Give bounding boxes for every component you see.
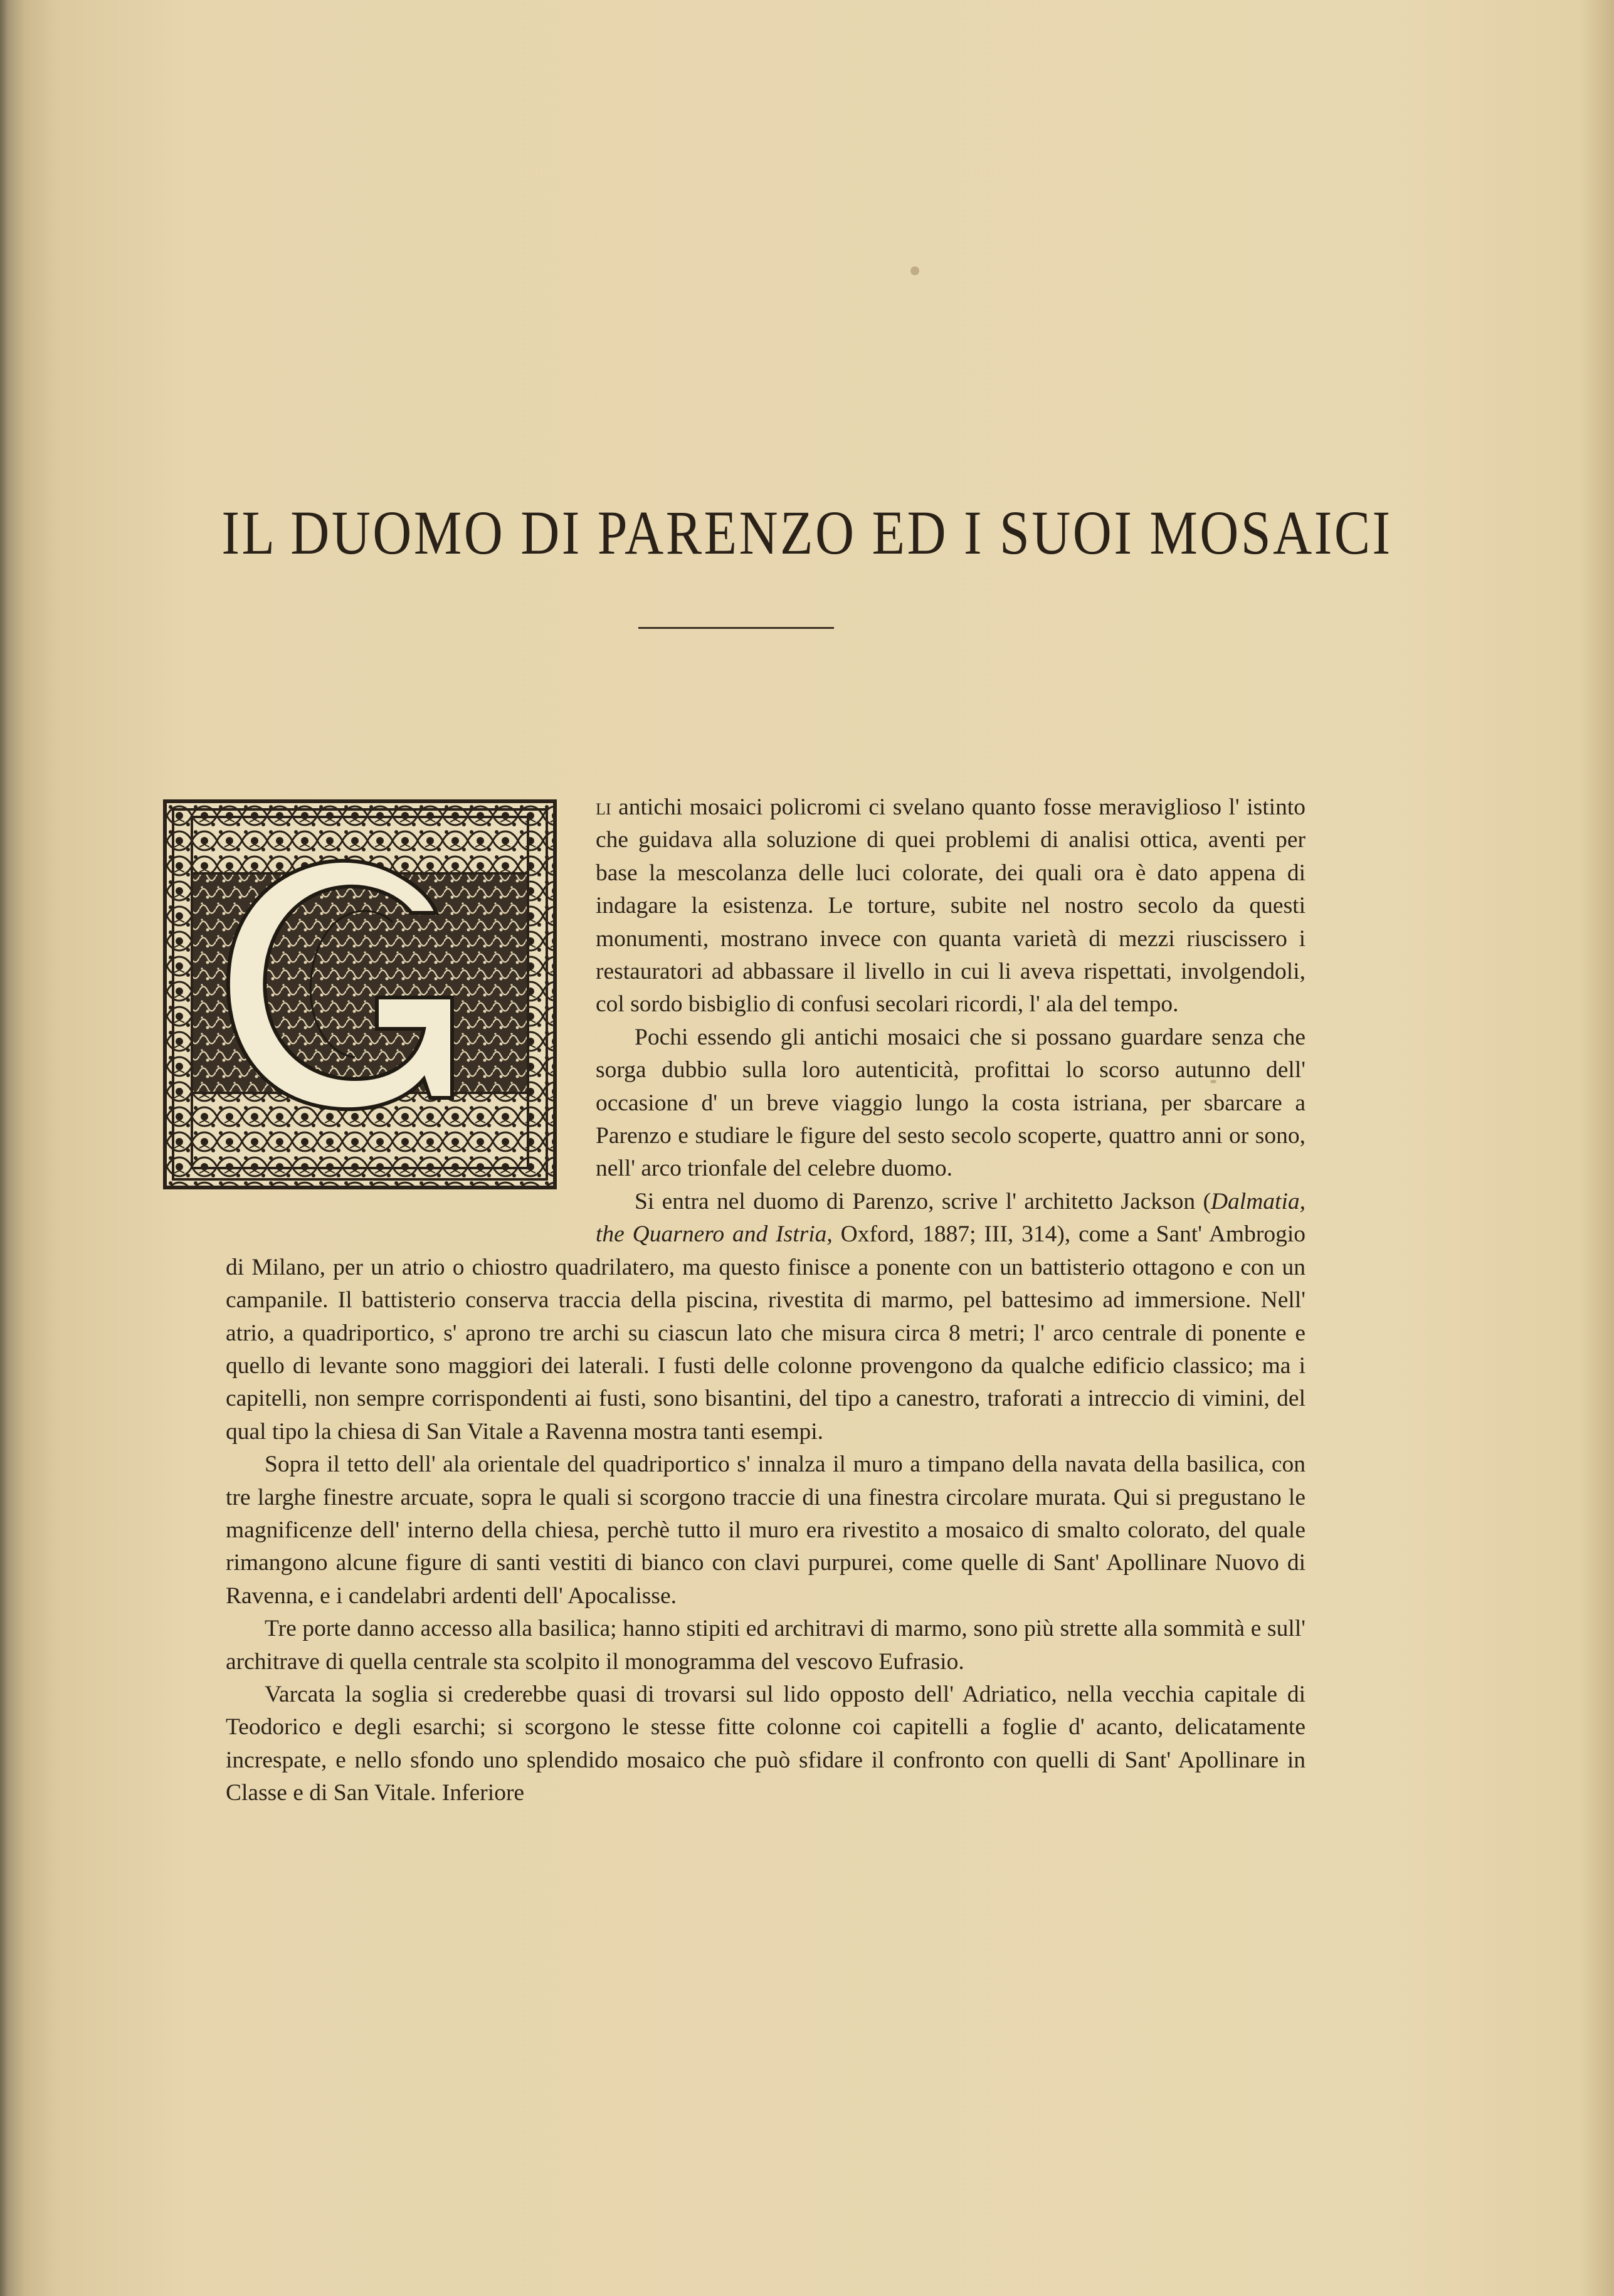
page-title: IL DUOMO DI PARENZO ED I SUOI MOSAICI bbox=[221, 498, 1393, 567]
article-body bbox=[226, 791, 1305, 1810]
title-rule bbox=[638, 627, 834, 629]
paragraph: Sopra il tetto dell' ala orientale del quadriportico s' innalza il muro a timpano della navata della basilica, con tre larghe finestre arcuate, sopra le quali si scorgono traccie di una finestra circolare murata. Qui si pregustano le magnificenze dell' interno della chiesa, perchè tutto il muro era rivestito a mosaico di smalto colorato, del quale rimangono alcune figure di santi vestiti di bianco con clavi purpurei, come quelle di Sant' Apollinare Nuovo di Ravenna, e i candelabri ardenti dell' Apocalisse. bbox=[226, 1451, 1305, 1609]
initial-spacer bbox=[226, 791, 596, 1219]
lead-word: li bbox=[596, 794, 611, 820]
paragraph bbox=[226, 1186, 1305, 1448]
paragraph: Pochi essendo gli antichi mosaici che si possano guardare senza che sorga dubbio sulla loro autenticità, profittai lo scorso autunno dell' occasione d' un breve viaggio lungo la costa istriana, per sbarcare a Parenzo e studiare le figure del sesto secolo scoperte, quattro anni or sono, nell' arco trionfale del celebre duomo. bbox=[596, 1024, 1305, 1182]
paper-stain bbox=[910, 266, 919, 275]
paragraph: Tre porte danno accesso alla basilica; hanno stipiti ed architravi di marmo, sono più strette alla sommità e sull' architrave di quella centrale sta scolpito il monogramma del vescovo Eufrasio. bbox=[226, 1616, 1305, 1675]
paragraph-text: antichi mosaici policromi ci svelano quanto fosse meraviglioso l' istinto che guidava alla soluzione di quei problemi di analisi ottica, aventi per base la mescolanza delle luci colorate, dei quali ora è dato appena di indagare la esistenza. Le torture, subite nel nostro secolo da questi monumenti, mostrano invece con quanta varietà di mezzi riuscissero i restauratori ad abbassare il livello in cui li aveva rispettati, involgendoli, col sordo bisbiglio di confusi secolari ricordi, l' ala del tempo. bbox=[596, 794, 1305, 1018]
italic-citation: Dalmatia, the Quarnero and Istria, bbox=[596, 1188, 1305, 1248]
paragraph-text: Oxford, 1887; III, 314), come a Sant' Ambrogio di Milano, per un atrio o chiostro quadrilatero, ma questo finisce a ponente con un battisterio ottagono e con un campanile. Il battisterio conserva traccia della piscina, rivestita di marmo, pel battesimo ad immersione. Nell' atrio, a quadriportico, s' aprono tre archi su ciascun lato che misura circa 8 metri; l' arco centrale di ponente e quello di levante sono maggiori dei laterali. I fusti delle colonne provengono da qualche edificio classico; ma i capitelli, non sempre corrispondenti ai fusti, sono bisantini, del tipo a canestro, traforati a intreccio di vimini, del qual tipo la chiesa di San Vitale a Ravenna mostra tanti esempi. bbox=[226, 1221, 1305, 1445]
paragraph: Varcata la soglia si crederebbe quasi di trovarsi sul lido opposto dell' Adriatico, nella vecchia capitale di Teodorico e degli esarchi; si scorgono le stesse fitte colonne coi capitelli a foglie d' acanto, delicatamente increspate, e nello sfondo uno splendido mosaico che può sfidare il confronto con quelli di Sant' Apollinare in Classe e di San Vitale. Inferiore bbox=[226, 1681, 1305, 1806]
paragraph-text: Si entra nel duomo di Parenzo, scrive l' architetto Jackson ( bbox=[635, 1188, 1211, 1214]
